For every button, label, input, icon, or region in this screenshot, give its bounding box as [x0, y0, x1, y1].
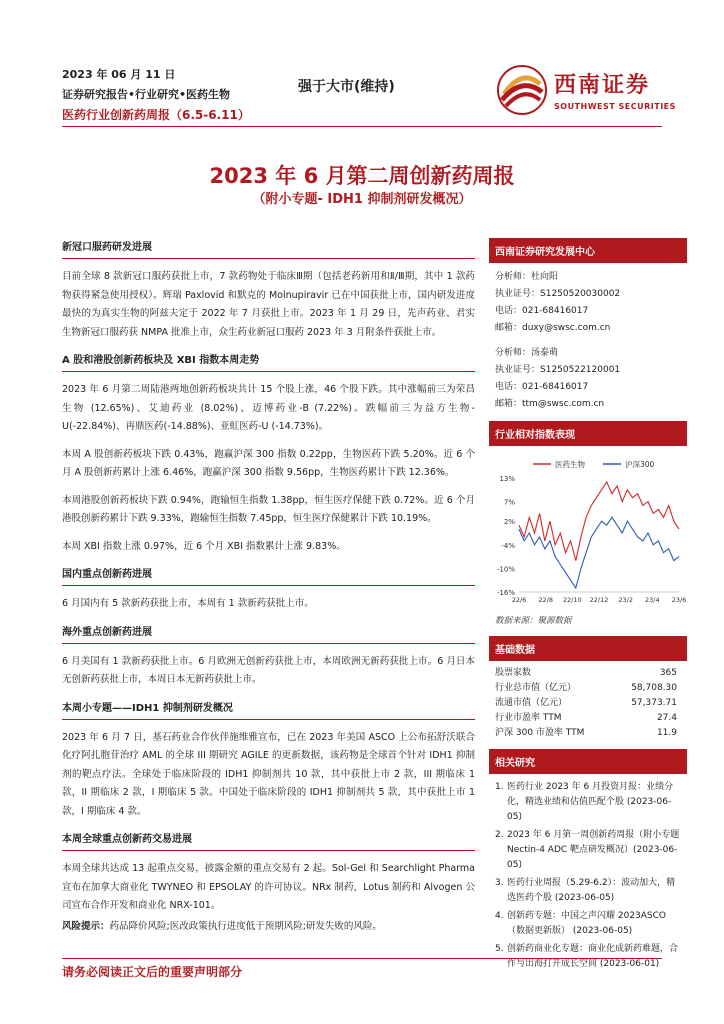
index-performance-title: 行业相对指数表现 [489, 421, 687, 446]
index-chart [489, 452, 687, 612]
sidebar [489, 238, 687, 975]
section-idh1-topic [62, 699, 475, 822]
basic-data-row [489, 726, 687, 741]
x-tick-label: 22/12 [589, 596, 609, 604]
disclaimer-footer: 请务必阅读正文后的重要声明部分 [62, 965, 243, 979]
section-paragraph: 2023 年 6 月第二周陆港两地创新药板块共计 15 个股上涨，46 个股下跌。其中涨幅前三为荣昌生物 (12.65%)、艾迪药业 (8.02%)、迈博药业-B (7.22%)。跌幅前三为益方生物-U(-22.84%)、再鼎医药(-14.88%)、亚虹医药-U (-14.73%)。 [62, 384, 475, 432]
related-research-item[interactable] [495, 828, 681, 873]
analyst-email[interactable]: 邮箱：duxy@swsc.com.cn [495, 323, 611, 333]
report-subtitle: （附小专题- IDH1 抑制剂研发概况） [252, 192, 472, 207]
logo-name-en: SOUTHWEST SECURITIES [554, 102, 676, 111]
analyst-phone: 电话：021-68416017 [495, 382, 589, 392]
related-research-item[interactable] [495, 909, 681, 939]
y-tick-label: -16% [496, 589, 515, 597]
series-line-1 [519, 482, 679, 561]
basic-key: 流通市值（亿元） [495, 698, 568, 708]
index-chart-svg [489, 452, 687, 612]
basic-data-table [489, 661, 687, 749]
basic-value: 57,373.71 [631, 698, 677, 708]
analyst-name: 分析师：杜向阳 [495, 272, 559, 282]
section-paragraph: 目前全球 8 款新冠口服药获批上市，7 款药物处于临床Ⅲ期（包括老药新用和Ⅱ/Ⅲ期，其中 1 款药物获得紧急使用授权）。辉瑞 Paxlovid 和默克的 Molnupiravir 已在中国获批上市，国内研发进度最快的为真实生物的阿兹夫定于 2022 年 7 月获批上市。2023 年 1 月 29 日，先声药业、君实生物新冠口服药获 NMPA 批准上市，众生药业新冠口服药 2023 年 3 月附条件获批上市。 [62, 271, 475, 338]
section-heading: 本周小专题——IDH1 抑制剂研发概况 [62, 699, 475, 720]
header-divider [62, 126, 662, 127]
item-number: 2. [495, 830, 504, 840]
x-tick-label: 23/2 [618, 596, 633, 604]
item-number: 5. [495, 944, 504, 954]
basic-key: 行业总市值（亿元） [495, 683, 577, 693]
basic-key: 行业市盈率 TTM [495, 713, 562, 723]
legend-label: 沪深300 [625, 460, 655, 469]
section-heading: A 股和港股创新药板块及 XBI 指数本周走势 [62, 351, 475, 372]
section-covid-oral [62, 238, 475, 342]
item-text: 创新药商业化专题：商业化成新药难题，合作与出海打开成长空间 (2023-06-01) [507, 944, 679, 969]
item-number: 1. [495, 782, 504, 792]
item-number: 4. [495, 911, 504, 921]
research-center-title: 西南证券研究发展中心 [489, 238, 687, 263]
y-tick-label: 2% [503, 518, 515, 527]
item-text: 2023 年 6 月第一周创新药周报（附小专题 Nectin-4 ADC 靶点研发概况）(2023-06-05) [507, 830, 680, 870]
basic-value: 27.4 [656, 713, 677, 723]
basic-data-row [489, 696, 687, 711]
section-paragraph: 本周港股创新药板块下跌 0.94%，跑输恒生指数 1.38pp，恒生医疗保健下跌 0.72%。近 6 个月港股创新药累计下跌 9.33%，跑输恒生指数 7.45pp，恒生医疗保健累计下跌 10.19%。 [62, 494, 475, 524]
risk-warning [62, 918, 475, 936]
section-market-trend [62, 351, 475, 556]
report-type: 证券研究报告•行业研究•医药生物 [62, 88, 231, 101]
item-text: 创新药专题：中国之声闪耀 2023ASCO（数据更新版） (2023-06-05) [507, 911, 667, 936]
weekly-name: 医药行业创新药周报（6.5-6.11） [62, 108, 250, 122]
series-line-2 [519, 517, 679, 588]
section-overseas [62, 623, 475, 690]
section-domestic [62, 565, 475, 614]
y-tick-label: 13% [499, 475, 515, 483]
section-heading: 本周全球重点创新药交易进展 [62, 830, 475, 851]
analyst-block [489, 263, 687, 415]
related-research-item[interactable] [495, 780, 681, 825]
related-research-list [489, 774, 687, 972]
analyst-license: 执业证号：S1250522120001 [495, 365, 621, 375]
basic-key: 沪深 300 市盈率 TTM [495, 728, 585, 738]
report-date: 2023 年 06 月 11 日 [62, 68, 176, 81]
basic-key: 股票家数 [495, 668, 532, 678]
logo-name-cn: 西南证券 [554, 72, 651, 98]
related-research-item[interactable] [495, 942, 681, 972]
section-paragraph: 本周全球共达成 13 起重点交易，披露金额的重点交易有 2 起。Sol-Gel 和 Searchlight Pharma 宣布在加拿大商业化 TWYNEO 和 EPSOLAY 的许可协议。NRx 制药，Lotus 制药和 Alvogen 公司宣布合作开发和商业化 NRX-101。 [62, 863, 475, 911]
footer-divider [62, 958, 662, 959]
related-research-title: 相关研究 [489, 749, 687, 774]
basic-value: 365 [659, 668, 677, 678]
basic-data-row [489, 681, 687, 696]
section-paragraph: 6 月国内有 5 款新药获批上市，本周有 1 款新药获批上市。 [62, 598, 314, 609]
section-heading: 海外重点创新药进展 [62, 623, 475, 644]
y-tick-label: -10% [496, 565, 515, 574]
risk-text: 药品降价风险;医改政策执行进度低于预期风险;研发失败的风险。 [109, 920, 382, 932]
basic-data-row [489, 666, 687, 681]
basic-value: 11.9 [656, 728, 677, 738]
x-tick-label: 23/4 [645, 596, 660, 604]
logo-emblem-icon [496, 64, 548, 116]
y-tick-label: -4% [501, 541, 515, 550]
x-tick-label: 22/10 [562, 596, 582, 604]
related-research-item[interactable] [495, 876, 681, 906]
section-deals [62, 830, 475, 916]
item-text: 医药行业周报（5.29-6.2）：波动加大，精选医药个股 (2023-06-05) [507, 878, 676, 903]
legend-label: 医药生物 [555, 460, 585, 469]
chart-source: 数据来源：聚源数据 [495, 616, 572, 626]
analyst-name: 分析师：汤泰萌 [495, 348, 559, 358]
x-tick-label: 23/6 [671, 596, 687, 604]
section-paragraph: 6 月美国有 1 款新药获批上市。6 月欧洲无创新药获批上市，本周欧洲无新药获批上市。6 月日本无创新药获批上市，本周日本无新药获批上市。 [62, 655, 475, 685]
analyst-phone: 电话：021-68416017 [495, 306, 589, 316]
x-tick-label: 22/8 [538, 596, 553, 604]
basic-data-title: 基础数据 [489, 636, 687, 661]
basic-value: 58,708.30 [631, 683, 677, 693]
section-heading: 国内重点创新药进展 [62, 565, 475, 586]
y-tick-label: 7% [503, 498, 515, 507]
analyst-email[interactable]: 邮箱：ttm@swsc.com.cn [495, 399, 605, 409]
section-paragraph: 2023 年 6 月 7 日，基石药业合作伙伴施维雅宣布，已在 2023 年美国 ASCO 上公布拓舒沃联合化疗阿扎胞苷治疗 AML 的全球 III 期研究 AGILE 的更新数据，该药物是全球首个针对 IDH1 抑制剂的靶点疗法。全球处于临床阶段的 IDH1 抑制剂共 10 款，其中获批上市 2 款，III 期临床 1 款，II 期临床 2 款，I 期临床 5 款。中国处于临床阶段的 IDH1 抑制剂共 5 款，其中获批上市 1 款，I 期临床 4 款。 [62, 731, 475, 817]
analyst-license: 执业证号：S1250520030002 [495, 289, 621, 299]
report-title: 2023 年 6 月第二周创新药周报 [209, 164, 515, 188]
section-paragraph: 本周 XBI 指数上涨 0.97%，近 6 个月 XBI 指数累计上涨 9.83%。 [62, 540, 346, 552]
main-content [62, 238, 475, 936]
risk-label: 风险提示： [62, 920, 110, 932]
x-tick-label: 22/6 [511, 596, 527, 604]
section-heading: 新冠口服药研发进展 [62, 238, 475, 259]
item-text: 医药行业 2023 年 6 月投资月报：业绩分化，精选业绩和估值匹配个股 (2023-06-05) [507, 782, 674, 822]
item-number: 3. [495, 878, 504, 888]
company-logo [496, 62, 676, 122]
section-paragraph: 本周 A 股创新药板块下跌 0.43%，跑赢沪深 300 指数 0.22pp，生物医药下跌 5.20%。近 6 个月 A 股创新药累计上涨 6.46%，跑赢沪深 300 指数 9.56pp，生物医药累计下跌 12.36%。 [62, 448, 475, 478]
industry-rating: 强于大市(维持) [298, 79, 395, 95]
basic-data-row [489, 711, 687, 726]
